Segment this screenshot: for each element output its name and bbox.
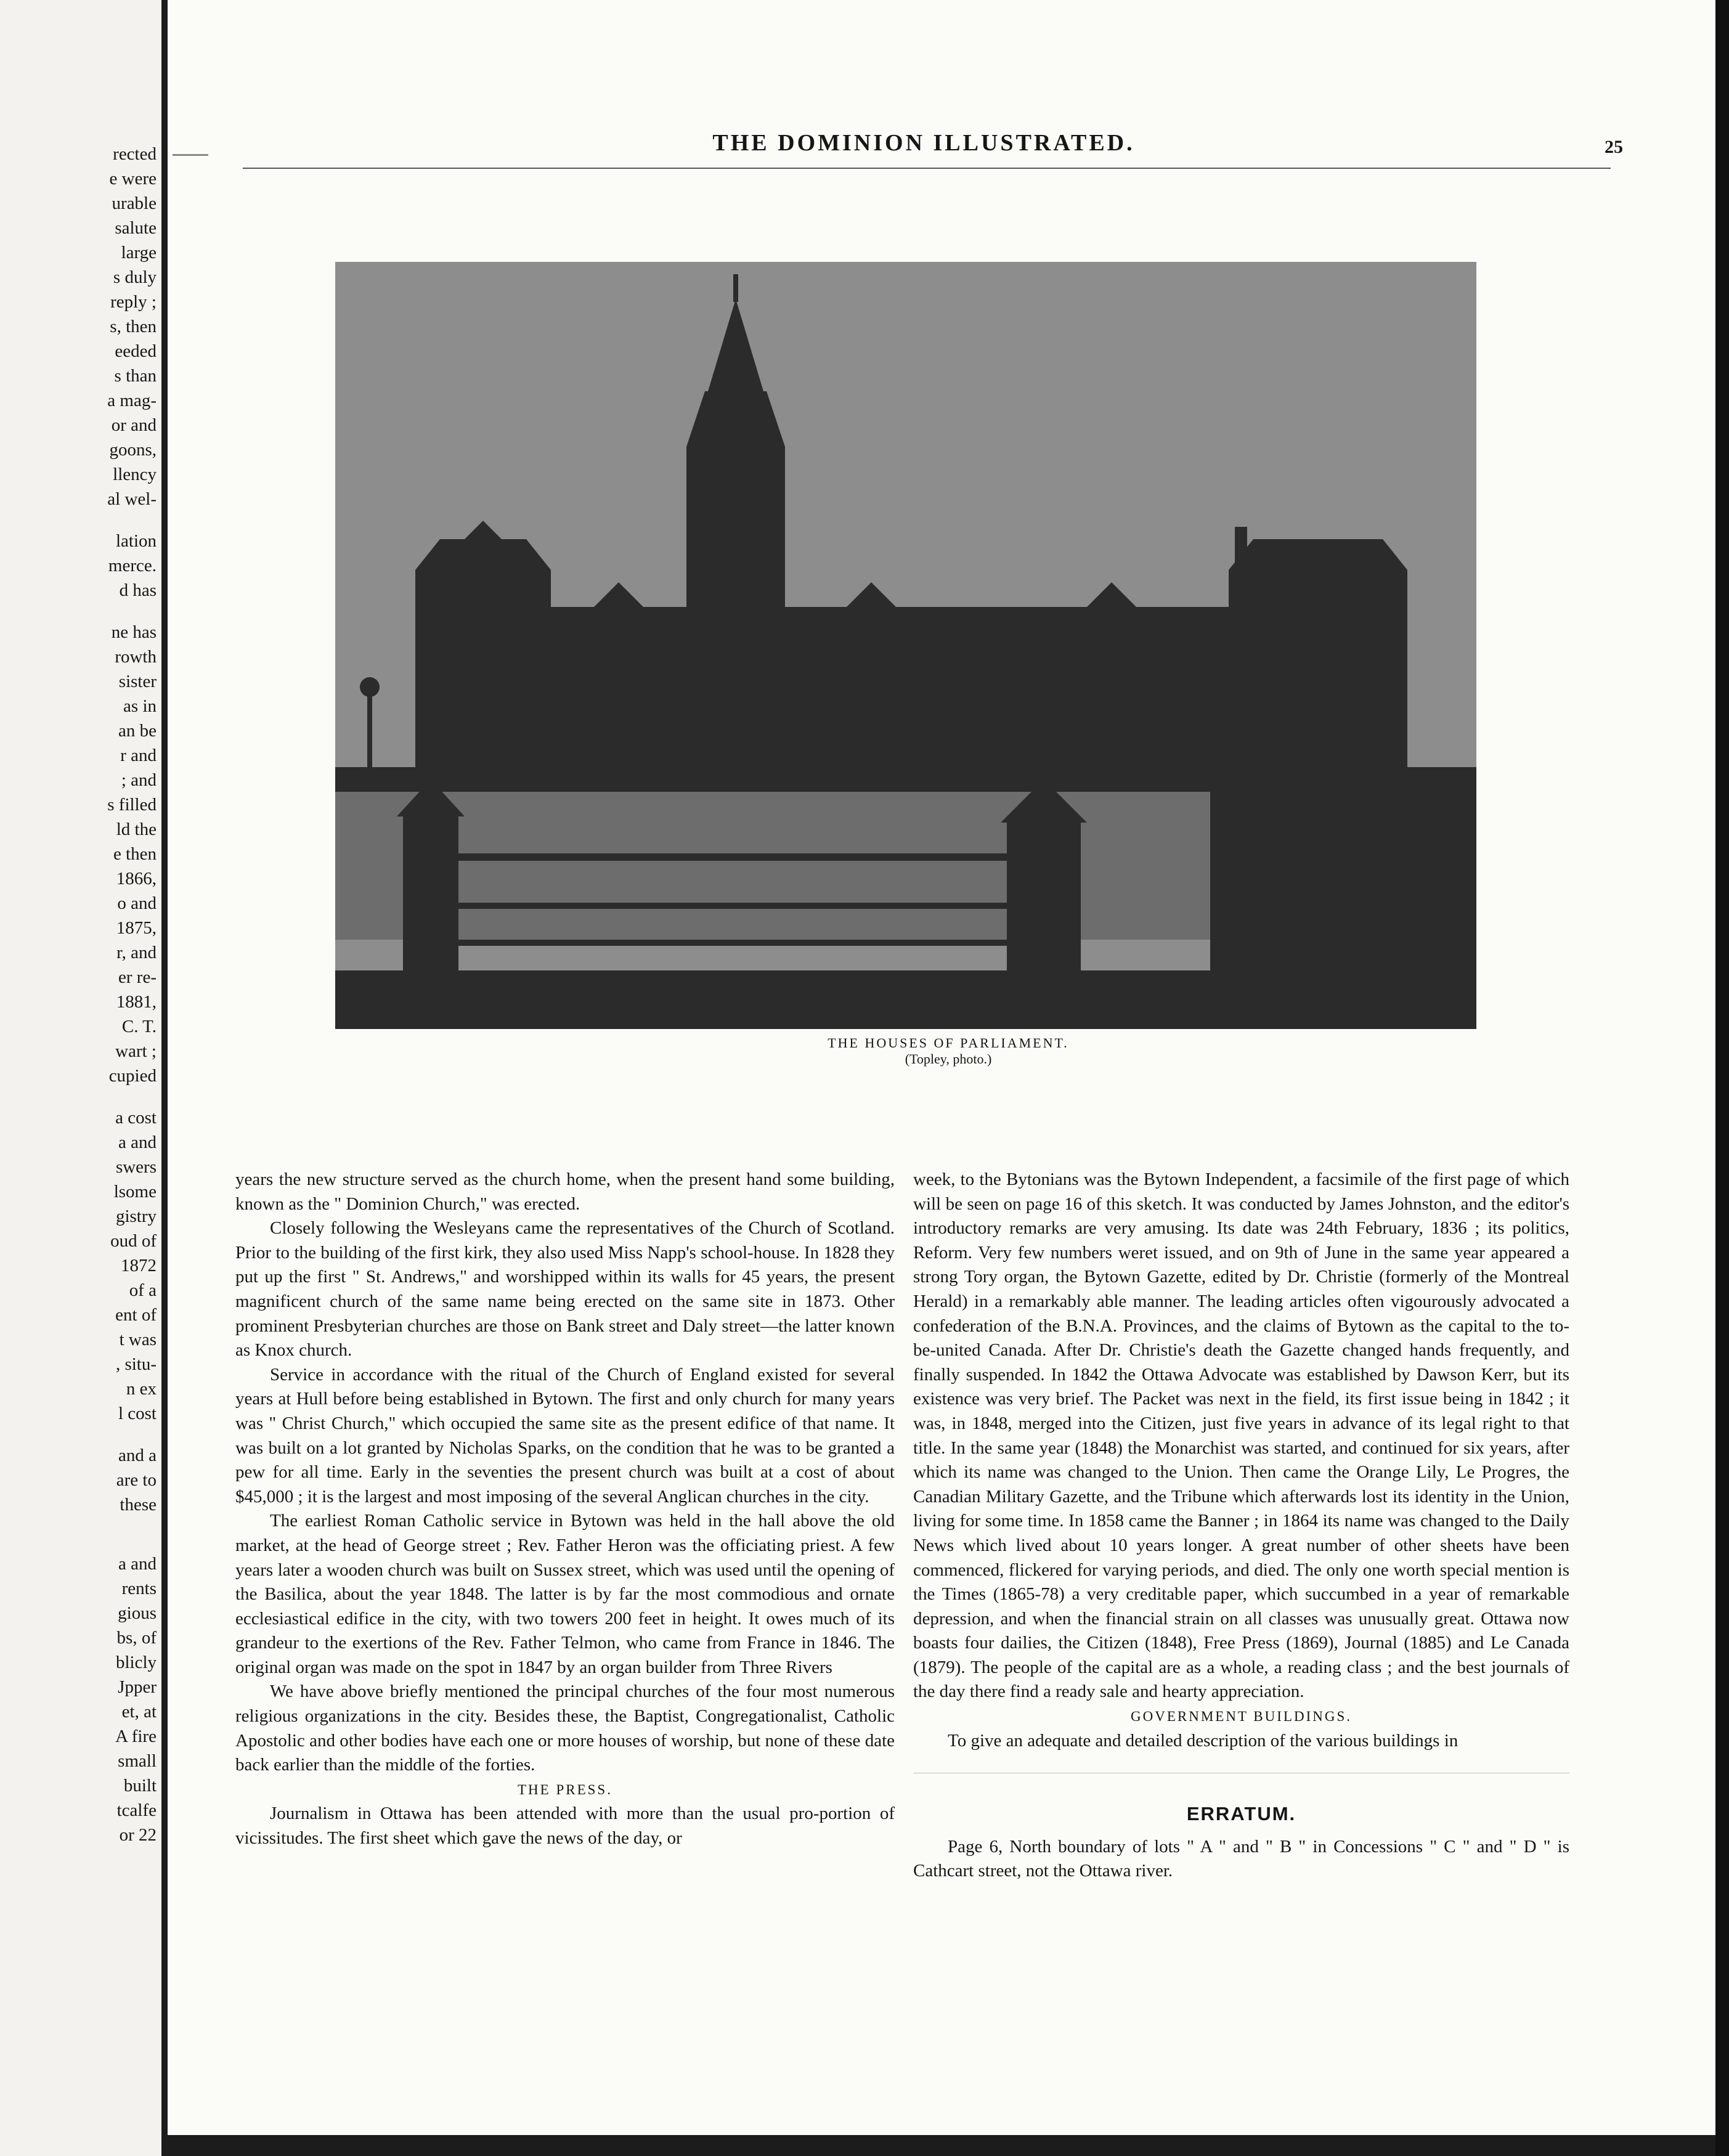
right-column [913, 1168, 1569, 1884]
fragment-gap [33, 1426, 157, 1443]
erratum-heading: ERRATUM. [1186, 1803, 1296, 1825]
text-fragment: merce. [108, 556, 157, 576]
text-fragment: et, at [121, 1702, 157, 1722]
text-fragment: ne has [111, 622, 157, 642]
text-fragment: l cost [118, 1404, 157, 1423]
text-fragment: 1875, [116, 918, 157, 938]
text-fragment: 1872 [121, 1256, 157, 1275]
text-fragment: sister [118, 672, 157, 691]
text-fragment: blicly [115, 1653, 157, 1672]
text-fragment: al wel- [107, 489, 157, 509]
paragraph: years the new structure served as the church home, when the present hand some building, known as the " Dominion Church," was erected. [235, 1170, 895, 1214]
paragraph: Journalism in Ottawa has been attended with more than the usual pro-portion of vicissitudes. The first sheet which gave the news of the day, or [235, 1804, 895, 1849]
text-fragment: s, then [110, 317, 157, 336]
text-fragment: an be [118, 721, 157, 741]
text-fragment: as in [123, 696, 157, 716]
text-fragment: r and [120, 746, 157, 765]
paragraph: We have above briefly mentioned the principal churches of the four most numerous religious organizations in the city. Besides these, the Baptist, Congregationalist, Catholic Apostolic and other bodies have each one or more houses of worship, but none of these date back earlier than the middle of the forties. [235, 1682, 895, 1775]
left-column [235, 1168, 895, 1851]
text-fragment: reply ; [110, 292, 157, 312]
text-fragment: s than [114, 366, 157, 386]
text-fragment: s duly [113, 267, 157, 287]
text-fragment: e were [109, 169, 157, 189]
text-fragment: ent of [115, 1305, 157, 1325]
paragraph: The earliest Roman Catholic service in Bytown was held in the hall above the old market, at the head of George street ; Rev. Father Heron was the officiating priest. A few years later a wooden church was built on Sussex street, which was used until the opening of the Basilica, about the year 1848. The latter is by far the most commodious and ornate ecclesiastical edifice in the city, with two towers 200 feet in height. It owes much of its grandeur to the exertions of the Rev. Father Telmon, who came from France in 1846. The original organ was made on the spot in 1847 by an organ builder from Three Rivers [235, 1511, 895, 1677]
text-fragment: a and [118, 1554, 157, 1574]
text-fragment: Jpper [118, 1677, 157, 1697]
masthead: THE DOMINION ILLUSTRATED. [712, 130, 1135, 156]
text-fragment: small [118, 1751, 157, 1771]
facing-page-text [33, 142, 157, 1847]
section-heading: GOVERNMENT BUILDINGS. [1130, 1709, 1352, 1725]
text-fragment: gistry [115, 1206, 157, 1226]
text-fragment: , situ- [115, 1354, 157, 1374]
text-fragment: large [121, 243, 157, 262]
text-fragment: urable [112, 193, 157, 213]
text-fragment: or and [111, 415, 157, 435]
text-fragment: ; and [121, 770, 157, 790]
text-fragment: are to [116, 1470, 157, 1490]
text-fragment: rowth [115, 647, 157, 667]
text-fragment: these [120, 1495, 157, 1515]
text-fragment: 1881, [116, 992, 157, 1012]
text-fragment: A fire [115, 1727, 157, 1746]
text-fragment: t was [119, 1330, 157, 1349]
text-fragment: goons, [109, 440, 157, 460]
text-fragment: wart ; [115, 1041, 157, 1061]
text-fragment: C. T. [121, 1017, 157, 1036]
text-fragment: and a [118, 1446, 157, 1465]
text-fragment: rents [121, 1579, 157, 1598]
text-fragment: salute [115, 218, 157, 238]
text-fragment: ld the [116, 820, 157, 839]
text-fragment: rected [113, 144, 157, 164]
page-number: 25 [1605, 137, 1623, 157]
text-fragment: r, and [116, 943, 157, 962]
fragment-gap [33, 1534, 157, 1552]
text-fragment: cupied [108, 1066, 157, 1086]
parliament-photo [335, 262, 1476, 1029]
masthead-bar [243, 129, 1623, 166]
text-fragment: eeded [115, 341, 157, 361]
text-fragment: s filled [107, 795, 157, 815]
scan-edge [1715, 0, 1729, 2156]
page [168, 0, 1729, 2135]
fragment-gap [33, 511, 157, 529]
fragment-gap [33, 1088, 157, 1105]
text-fragment: tcalfe [116, 1800, 157, 1820]
text-fragment: or 22 [119, 1825, 157, 1845]
text-fragment: lation [115, 531, 157, 551]
text-fragment: 1866, [116, 869, 157, 889]
facing-page-strip [0, 0, 161, 2156]
text-fragment: gious [118, 1603, 157, 1623]
figure-credit: (Topley, photo.) [905, 1051, 992, 1067]
text-fragment: d has [119, 580, 157, 600]
text-fragment: lsome [113, 1182, 157, 1202]
text-fragment: a and [118, 1133, 157, 1152]
fragment-gap [33, 603, 157, 620]
text-fragment: a cost [115, 1108, 157, 1128]
parliament-photo-figure [335, 262, 1476, 1029]
text-fragment: oud of [110, 1231, 157, 1251]
text-fragment: er re- [118, 967, 157, 987]
top-mark [173, 154, 208, 156]
paragraph: To give an adequate and detailed description of the various buildings in [948, 1730, 1458, 1751]
text-fragment: e then [113, 844, 157, 864]
text-fragment: a mag- [107, 391, 157, 410]
text-fragment: llency [113, 465, 157, 484]
text-fragment: bs, of [116, 1628, 157, 1648]
header-rule [243, 168, 1611, 169]
text-fragment: built [123, 1776, 157, 1796]
figure-caption: THE HOUSES OF PARLIAMENT. [828, 1035, 1069, 1051]
text-fragment: n ex [126, 1379, 157, 1399]
paragraph: week, to the Bytonians was the Bytown Independent, a facsimile of the first page of which will be seen on page 16 of this sketch. It was conducted by James Johnston, and the editor's introductory remarks are very amusing. Its date was 24th February, 1836 ; its politics, Reform. Very few numbers weret issued, and on 9th of June in the same year appeared a strong Tory organ, the Bytown Gazette, edited by Dr. Christie (formerly of the Montreal Herald) in a remarkably able manner. The leading articles often vigourously advocated a confederation of the B.N.A. Provinces, and the claims of Bytown as the capital to the to-be-united Canada. After Dr. Christie's death the Gazette changed hands frequently, and finally suspended. In 1842 the Ottawa Advocate was established by Dawson Kerr, but its existence was very brief. The Packet was next in the field, its first issue being in 1842 ; it was, in 1848, merged into the Citizen, just five years in advance of its legal right to that title. In the same year (1848) the Monarchist was started, and continued for six years, after which its name was changed to the Union. Then came the Orange Lily, Le Progres, the Canadian Military Gazette, and the Tribune which afterwards lost its identity in the Union, living for some time. In 1858 came the Banner ; in 1864 its name was changed to the Daily News which lived about 10 years longer. A great number of other sheets have been commenced, flickered for varying periods, and died. The only one worth special mention is the Times (1865-78) a very creditable paper, which succumbed in a year of remarkable depression, and when the financial strain on all classes was unusually great. Ottawa now boasts four dailies, the Citizen (1848), Free Press (1869), Journal (1885) and Le Canada (1879). The people of the capital are as a whole, a reading class ; and the best journals of the day there find a ready sale and hearty appreciation. [913, 1170, 1569, 1702]
paragraph: Closely following the Wesleyans came the representatives of the Church of Scotland. Prior to the building of the first kirk, they also used Miss Napp's school-house. In 1828 they put up the first " St. Andrews," and worshipped within its walls for 45 years, the present magnificent church of the same name being erected on the same site in 1873. Other prominent Presbyterian churches are those on Bank street and Daly street—the latter known as Knox church. [235, 1218, 895, 1361]
text-fragment: of a [129, 1280, 157, 1300]
text-fragment: swers [115, 1157, 157, 1177]
text-fragment: o and [117, 893, 157, 913]
paragraph: Service in accordance with the ritual of the Church of England existed for several years at Hull before being established in Bytown. The first and only church for many years was " Christ Church," which occupied the same site as the present edifice of that name. It was built on a lot granted by Nicholas Sparks, on the condition that he was to be granted a pew for all time. Early in the seventies the present church was built at a cost of about $45,000 ; it is the largest and most imposing of the several Anglican churches in the city. [235, 1364, 895, 1507]
erratum-text: Page 6, North boundary of lots " A " and " B " in Concessions " C " and " D " is Cathcart street, not the Ottawa river. [913, 1836, 1569, 1881]
section-heading: THE PRESS. [518, 1781, 612, 1797]
fragment-gap [33, 1517, 157, 1534]
